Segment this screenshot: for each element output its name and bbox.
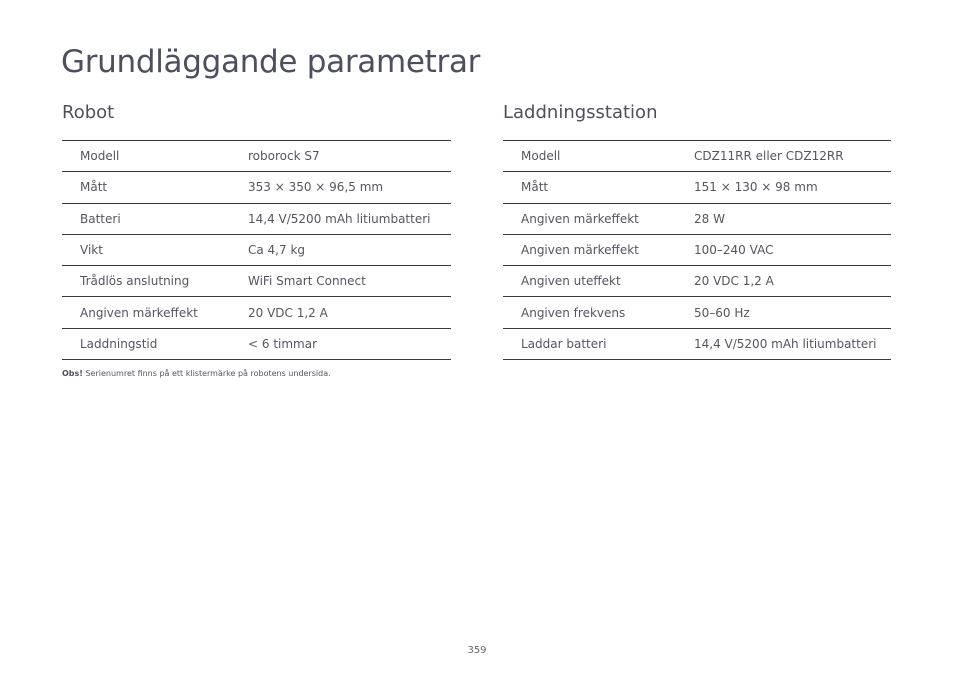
table-row [503, 234, 891, 265]
page-number: 359 [467, 645, 487, 656]
table-row [503, 266, 891, 297]
table-row [503, 328, 891, 359]
robot-heading: Robot [62, 102, 115, 123]
spec-label: Batteri [62, 203, 248, 234]
page-title: Grundläggande parametrar [61, 44, 481, 80]
spec-value: WiFi Smart Connect [248, 266, 451, 297]
spec-value: 14,4 V/5200 mAh litiumbatteri [694, 328, 891, 359]
table-row [62, 297, 451, 328]
spec-value: 100–240 VAC [694, 234, 891, 265]
spec-label: Modell [503, 141, 694, 172]
robot-spec-table [62, 140, 451, 360]
note-text: Serienumret finns på ett klistermärke på robotens undersida. [82, 369, 331, 378]
table-row [503, 203, 891, 234]
spec-label: Laddningstid [62, 328, 248, 359]
table-row [503, 141, 891, 172]
charging-station-heading: Laddningsstation [503, 102, 658, 123]
spec-value: < 6 timmar [248, 328, 451, 359]
spec-value: Ca 4,7 kg [248, 234, 451, 265]
spec-value: 14,4 V/5200 mAh litiumbatteri [248, 203, 451, 234]
table-row [62, 172, 451, 203]
table-row [62, 328, 451, 359]
spec-label: Mått [62, 172, 248, 203]
spec-label: Angiven frekvens [503, 297, 694, 328]
spec-label: Laddar batteri [503, 328, 694, 359]
spec-value: 20 VDC 1,2 A [694, 266, 891, 297]
spec-value: 353 × 350 × 96,5 mm [248, 172, 451, 203]
robot-section [62, 102, 451, 360]
table-row [62, 203, 451, 234]
spec-value: CDZ11RR eller CDZ12RR [694, 141, 891, 172]
charging-station-spec-table [503, 140, 891, 360]
spec-label: Vikt [62, 234, 248, 265]
spec-value: 20 VDC 1,2 A [248, 297, 451, 328]
note-label: Obs! [62, 369, 83, 378]
spec-label: Angiven märkeffekt [503, 234, 694, 265]
table-row [62, 234, 451, 265]
spec-value: 151 × 130 × 98 mm [694, 172, 891, 203]
spec-label: Modell [62, 141, 248, 172]
table-row [62, 266, 451, 297]
table-row [503, 297, 891, 328]
spec-label: Angiven uteffekt [503, 266, 694, 297]
spec-value: 50–60 Hz [694, 297, 891, 328]
serial-number-note [62, 369, 331, 378]
spec-value: 28 W [694, 203, 891, 234]
table-row [62, 141, 451, 172]
table-row [503, 172, 891, 203]
spec-label: Angiven märkeffekt [503, 203, 694, 234]
spec-label: Angiven märkeffekt [62, 297, 248, 328]
spec-label: Trådlös anslutning [62, 266, 248, 297]
spec-label: Mått [503, 172, 694, 203]
spec-value: roborock S7 [248, 141, 451, 172]
charging-station-section [503, 102, 891, 360]
